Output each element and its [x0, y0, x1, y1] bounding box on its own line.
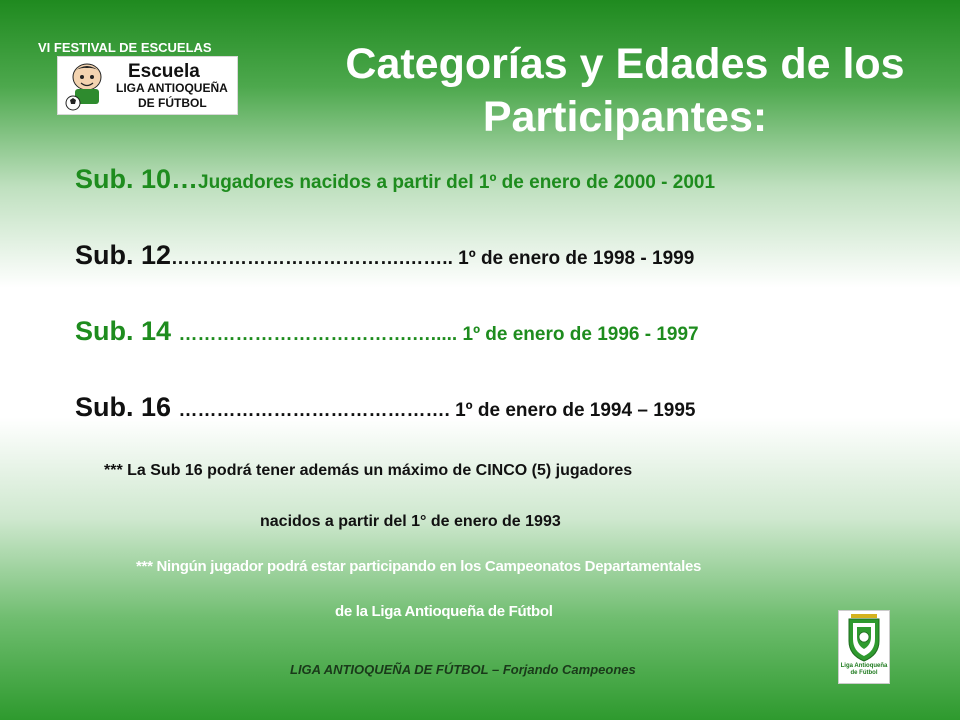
school-logo [57, 56, 238, 115]
category-text: Jugadores nacidos a partir del 1º de enero de 2000 - 2001 [198, 172, 716, 193]
category-row-sub16 [75, 392, 695, 423]
category-row-sub14 [75, 316, 699, 347]
category-dots: … [171, 164, 199, 194]
school-logo-line3: DE FÚTBOL [138, 96, 207, 110]
footer-slogan: LIGA ANTIOQUEÑA DE FÚTBOL – Forjando Campeones [290, 662, 636, 677]
school-logo-line1: Escuela [128, 61, 200, 82]
page-title-line1: Categorías y Edades de los [345, 40, 905, 88]
sub16-note-line2: nacidos a partir del 1° de enero de 1993 [260, 513, 561, 530]
department-note-line2: de la Liga Antioqueña de Fútbol [335, 603, 553, 620]
category-row-sub12 [75, 240, 694, 271]
category-label: Sub. 14 [75, 316, 179, 346]
category-dots: ……………………………….…..... [178, 324, 458, 345]
category-dots: ……………………………………. [178, 400, 450, 421]
category-row-sub10 [75, 164, 715, 195]
category-text: 1º de enero de 1998 - 1999 [452, 248, 695, 269]
mascot-icon [60, 59, 114, 113]
liga-logo-caption-line2: de Fútbol [850, 670, 878, 676]
shield-icon [839, 611, 889, 663]
category-label: Sub. 12 [75, 240, 172, 270]
department-note-line1: *** Ningún jugador podrá estar participando en los Campeonatos Departamentales [136, 558, 702, 575]
festival-label: VI FESTIVAL DE ESCUELAS [38, 40, 212, 55]
liga-logo [838, 610, 890, 684]
category-dots: ……………………………….…….. [171, 248, 453, 269]
category-label: Sub. 10 [75, 164, 172, 194]
category-label: Sub. 16 [75, 392, 179, 422]
school-logo-line2: LIGA ANTIOQUEÑA [116, 81, 228, 95]
liga-logo-caption-line1: Liga Antioqueña [840, 663, 888, 669]
liga-logo-caption [839, 663, 889, 677]
page-title-line2: Participantes: [482, 93, 768, 141]
page-title [290, 38, 960, 144]
sub16-note-line1: *** La Sub 16 podrá tener además un máximo de CINCO (5) jugadores [104, 462, 633, 479]
category-text: 1º de enero de 1996 - 1997 [457, 324, 699, 345]
category-text: 1º de enero de 1994 – 1995 [449, 400, 696, 421]
